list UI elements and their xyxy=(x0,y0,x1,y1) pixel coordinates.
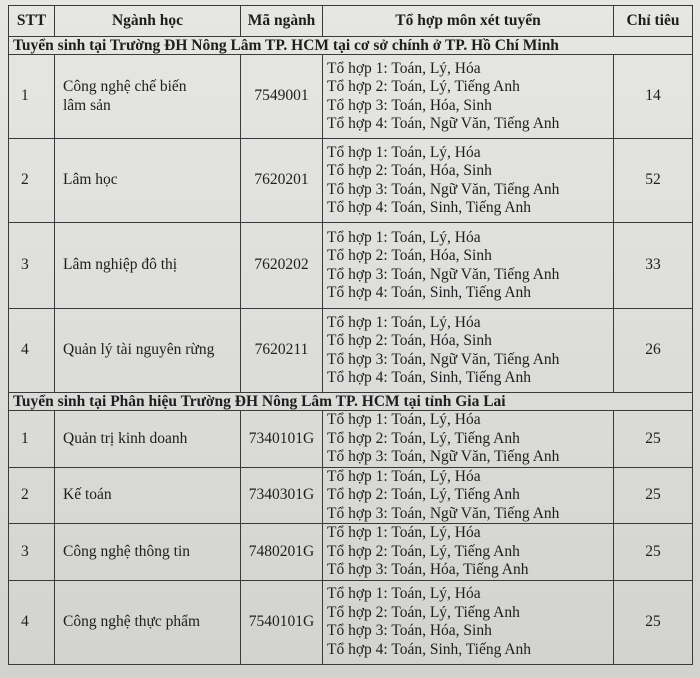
combo-line: Tổ hợp 4: Toán, Sinh, Tiếng Anh xyxy=(327,199,532,216)
major-name-line: Lâm học xyxy=(63,171,118,189)
major-name-line: Quản lý tài nguyên rừng xyxy=(63,341,215,359)
cell-quota: 25 xyxy=(614,580,693,664)
header-stt: STT xyxy=(9,6,55,37)
cell-quota: 14 xyxy=(614,55,693,139)
cell-combos xyxy=(323,524,614,581)
cell-major xyxy=(55,411,241,468)
table-row xyxy=(9,139,693,223)
cell-stt: 2 xyxy=(9,467,55,524)
combo-line: Tổ hợp 2: Toán, Hóa, Sinh xyxy=(327,247,492,264)
cell-major xyxy=(55,223,241,309)
section-title: Tuyển sinh tại Trường ĐH Nông Lâm TP. HCM tại cơ sở chính ở TP. Hồ Chí Minh xyxy=(9,37,693,55)
major-name-line: Quản trị kinh doanh xyxy=(63,429,188,447)
combo-line: Tổ hợp 1: Toán, Lý, Hóa xyxy=(327,143,481,161)
major-name-line: Công nghệ thực phẩm xyxy=(63,612,201,630)
combo-line: Tổ hợp 2: Toán, Lý, Tiếng Anh xyxy=(327,78,520,95)
section-row xyxy=(9,37,693,55)
cell-quota: 26 xyxy=(614,309,693,393)
cell-major xyxy=(55,580,241,664)
major-name-line: lâm sản xyxy=(63,96,111,114)
cell-quota: 25 xyxy=(614,524,693,581)
combo-line: Tổ hợp 1: Toán, Lý, Hóa xyxy=(327,467,481,485)
combo-line: Tổ hợp 1: Toán, Lý, Hóa xyxy=(327,524,481,541)
cell-stt: 1 xyxy=(9,55,55,139)
combo-line: Tổ hợp 4: Toán, Sinh, Tiếng Anh xyxy=(327,284,532,301)
combo-line: Tổ hợp 2: Toán, Lý, Tiếng Anh xyxy=(327,542,520,560)
cell-combos xyxy=(323,467,614,524)
cell-combos xyxy=(323,309,614,393)
cell-quota: 33 xyxy=(614,223,693,309)
table-row xyxy=(9,580,693,664)
cell-combos xyxy=(323,411,614,468)
combo-line: Tổ hợp 1: Toán, Lý, Hóa xyxy=(327,228,481,246)
combo-line: Tổ hợp 3: Toán, Hóa, Sinh xyxy=(327,622,492,639)
cell-combos xyxy=(323,223,614,309)
cell-code: 7340101G xyxy=(241,411,323,468)
combo-line: Tổ hợp 1: Toán, Lý, Hóa xyxy=(327,585,481,602)
cell-major xyxy=(55,467,241,524)
admission-table xyxy=(8,5,693,665)
combo-line: Tổ hợp 1: Toán, Lý, Hóa xyxy=(327,313,481,331)
combo-line: Tổ hợp 2: Toán, Lý, Tiếng Anh xyxy=(327,429,520,447)
cell-stt: 2 xyxy=(9,139,55,223)
combo-line: Tổ hợp 2: Toán, Hóa, Sinh xyxy=(327,332,492,349)
combo-line: Tổ hợp 1: Toán, Lý, Hóa xyxy=(327,411,481,428)
combo-line: Tổ hợp 4: Toán, Sinh, Tiếng Anh xyxy=(327,369,532,386)
cell-combos xyxy=(323,139,614,223)
header-row xyxy=(9,6,693,37)
table-body xyxy=(9,37,693,665)
section-row xyxy=(9,393,693,411)
cell-major xyxy=(55,309,241,393)
cell-stt: 1 xyxy=(9,411,55,468)
cell-code: 7480201G xyxy=(241,524,323,581)
combo-line: Tổ hợp 3: Toán, Ngữ Văn, Tiếng Anh xyxy=(327,448,560,465)
cell-combos xyxy=(323,580,614,664)
combo-line: Tổ hợp 2: Toán, Lý, Tiếng Anh xyxy=(327,486,520,503)
combo-line: Tổ hợp 1: Toán, Lý, Hóa xyxy=(327,59,481,77)
cell-quota: 25 xyxy=(614,411,693,468)
combo-line: Tổ hợp 4: Toán, Sinh, Tiếng Anh xyxy=(327,640,532,658)
cell-stt: 4 xyxy=(9,309,55,393)
combo-line: Tổ hợp 3: Toán, Hóa, Sinh xyxy=(327,96,492,114)
table-row xyxy=(9,524,693,581)
table-row xyxy=(9,309,693,393)
header-code: Mã ngành xyxy=(241,6,323,37)
section-title: Tuyển sinh tại Phân hiệu Trường ĐH Nông Lâm TP. HCM tại tỉnh Gia Lai xyxy=(9,393,693,411)
combo-line: Tổ hợp 3: Toán, Hóa, Tiếng Anh xyxy=(327,561,529,578)
header-quota: Chỉ tiêu xyxy=(614,6,693,37)
cell-stt: 3 xyxy=(9,524,55,581)
combo-line: Tổ hợp 3: Toán, Ngữ Văn, Tiếng Anh xyxy=(327,265,560,283)
cell-stt: 4 xyxy=(9,580,55,664)
combo-line: Tổ hợp 2: Toán, Hóa, Sinh xyxy=(327,162,492,179)
cell-quota: 25 xyxy=(614,467,693,524)
combo-line: Tổ hợp 3: Toán, Ngữ Văn, Tiếng Anh xyxy=(327,350,560,368)
cell-code: 7620202 xyxy=(241,223,323,309)
cell-code: 7549001 xyxy=(241,55,323,139)
combo-line: Tổ hợp 3: Toán, Ngữ Văn, Tiếng Anh xyxy=(327,180,560,198)
cell-quota: 52 xyxy=(614,139,693,223)
cell-code: 7540101G xyxy=(241,580,323,664)
cell-combos xyxy=(323,55,614,139)
cell-code: 7620201 xyxy=(241,139,323,223)
cell-code: 7620211 xyxy=(241,309,323,393)
major-name-line: Kế toán xyxy=(63,486,112,503)
table-row xyxy=(9,55,693,139)
table-row xyxy=(9,223,693,309)
cell-stt: 3 xyxy=(9,223,55,309)
major-name-line: Lâm nghiệp đô thị xyxy=(63,256,178,274)
cell-major xyxy=(55,55,241,139)
combo-line: Tổ hợp 2: Toán, Lý, Tiếng Anh xyxy=(327,603,520,621)
cell-major xyxy=(55,139,241,223)
cell-code: 7340301G xyxy=(241,467,323,524)
combo-line: Tổ hợp 3: Toán, Ngữ Văn, Tiếng Anh xyxy=(327,504,560,522)
major-name-line: Công nghệ thông tin xyxy=(63,542,191,560)
cell-major xyxy=(55,524,241,581)
header-major: Ngành học xyxy=(55,6,241,37)
table-row xyxy=(9,467,693,524)
header-combos: Tổ hợp môn xét tuyển xyxy=(323,6,614,37)
combo-line: Tổ hợp 4: Toán, Ngữ Văn, Tiếng Anh xyxy=(327,115,560,132)
major-name-line: Công nghệ chế biến xyxy=(63,78,187,95)
table-row xyxy=(9,411,693,468)
